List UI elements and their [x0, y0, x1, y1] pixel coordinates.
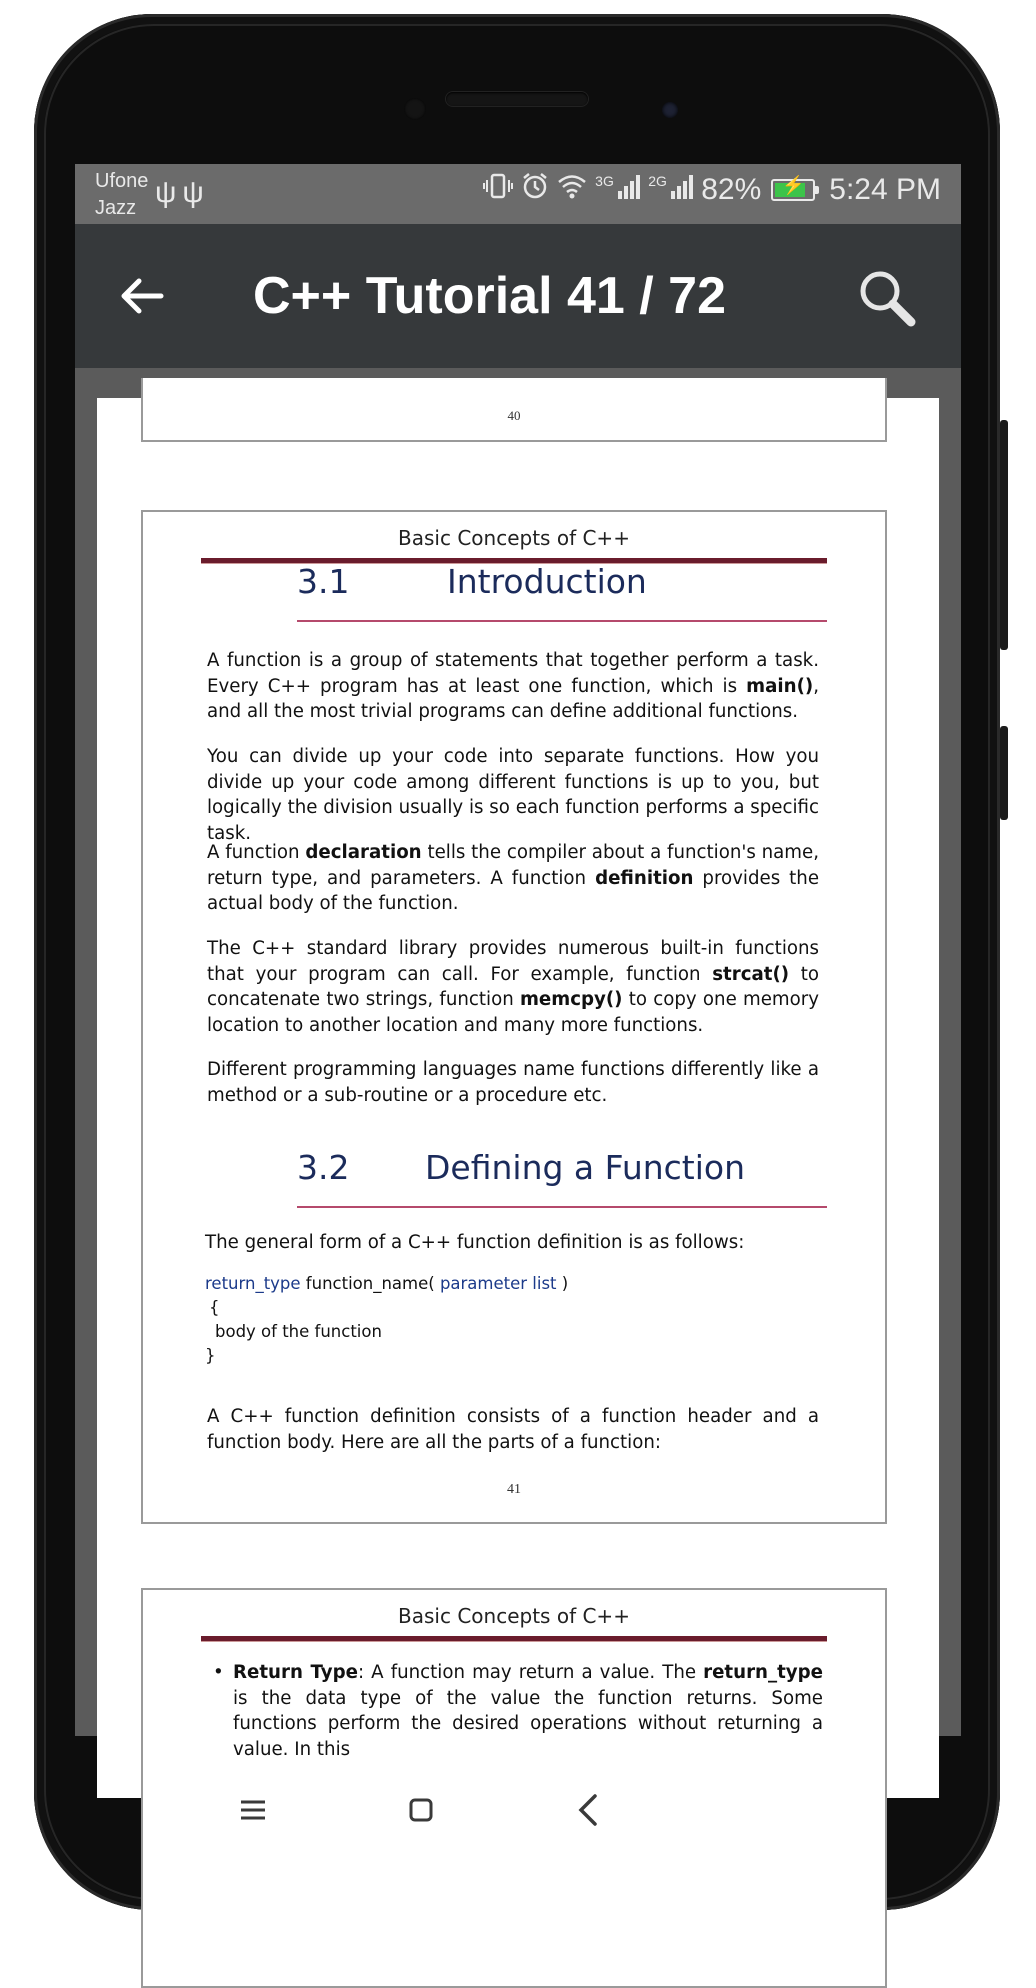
carrier-name — [95, 168, 148, 222]
code-signature: return_type function_name( parameter list ) — [205, 1274, 569, 1293]
paragraph: A C++ function definition consists of a function header and a function body. Here are all the parts of a function: — [207, 1406, 819, 1453]
arrow-left-icon[interactable] — [115, 266, 175, 326]
carrier-line-2: Jazz — [95, 197, 137, 219]
menu-icon[interactable] — [223, 1780, 283, 1840]
volume-button — [1000, 420, 1008, 650]
usb-icons — [155, 176, 210, 210]
page-title: C++ Tutorial 41 / 72 — [253, 267, 727, 325]
section-rule — [297, 1206, 827, 1208]
status-bar — [75, 164, 961, 224]
paragraph: You can divide up your code into separate functions. How you divide up your code among different functions is up to you, but logically the division usually is so each function performs a specific task. — [207, 746, 819, 844]
search-icon[interactable] — [855, 266, 919, 330]
paragraph: The general form of a C++ function definition is as follows: — [205, 1232, 745, 1253]
paragraph: A function declaration tells the compiler about a function's name, return type, and parameters. A function definition provides the actual body of the function. — [207, 842, 820, 914]
previous-page — [141, 378, 887, 442]
code-line: { — [209, 1298, 220, 1317]
signal-3g-icon — [595, 173, 640, 207]
vibrate-icon — [483, 172, 513, 207]
back-chevron-icon[interactable] — [559, 1780, 619, 1840]
navigation-bar — [75, 1736, 961, 1886]
bullet-item: • Return Type: A function may return a value. The return_type is the data type of the value the function returns. Some functions perform the desired operations without returning a value. In this — [213, 1662, 823, 1760]
battery-charging-icon: ⚡ — [771, 179, 815, 201]
carrier-line-1: Ufone — [95, 170, 149, 192]
code-line: } — [205, 1346, 216, 1365]
proximity-sensor — [662, 102, 678, 118]
wifi-icon — [557, 173, 587, 206]
header-rule — [201, 1636, 827, 1642]
section-rule — [297, 620, 827, 622]
usb-icon: ψ — [182, 176, 210, 209]
power-button — [1000, 726, 1008, 820]
code-line: body of the function — [215, 1322, 382, 1341]
front-camera — [404, 98, 426, 120]
paragraph: Different programming languages name functions differently like a method or a sub-routine or a procedure etc. — [207, 1059, 819, 1106]
signal-2g-icon — [648, 173, 693, 207]
status-icons — [483, 172, 941, 207]
home-square-icon[interactable] — [391, 1780, 451, 1840]
alarm-icon — [521, 172, 549, 207]
page-number: 41 — [507, 1482, 521, 1497]
screen — [75, 164, 961, 1760]
running-header: Basic Concepts of C++ — [398, 526, 630, 550]
current-page — [141, 510, 887, 1524]
clock: 5:24 PM — [829, 172, 941, 206]
section-number: 3.2 — [297, 1148, 350, 1187]
running-header: Basic Concepts of C++ — [398, 1604, 630, 1628]
usb-icon: ψ — [155, 176, 183, 209]
earpiece-speaker — [446, 92, 588, 106]
section-number: 3.1 — [297, 562, 350, 601]
paragraph: A function is a group of statements that together perform a task. Every C++ program has at least one function, which is main(), and all the most trivial programs can define additional functions. — [207, 650, 819, 722]
battery-percent: 82% — [701, 172, 762, 206]
section-title: Introduction — [447, 562, 647, 601]
bullet-dot: • — [213, 1662, 224, 1683]
paragraph: The C++ standard library provides numerous built-in functions that your program can call. For example, function strcat() to concatenate two strings, function memcpy() to copy one memory location to another location and many more functions. — [207, 938, 819, 1036]
document-canvas[interactable] — [97, 398, 939, 1798]
page-number: 40 — [507, 408, 521, 423]
network-3g-label: 3G — [595, 172, 614, 189]
section-title: Defining a Function — [425, 1148, 746, 1187]
app-bar — [75, 224, 961, 368]
pdf-viewer[interactable] — [75, 368, 961, 1760]
network-2g-label: 2G — [648, 172, 667, 189]
